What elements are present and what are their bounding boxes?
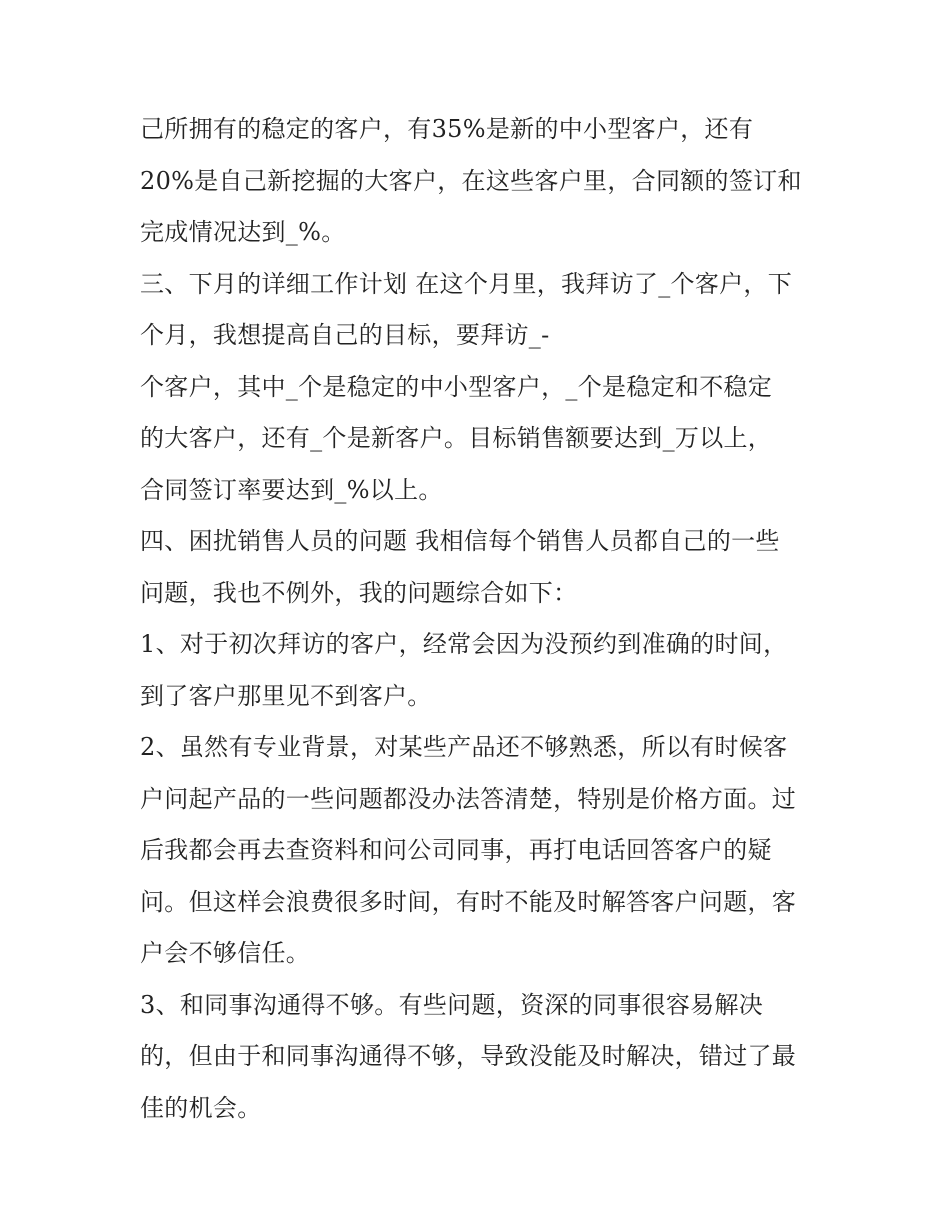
text-line: 问题，我也不例外，我的问题综合如下： [140,578,578,607]
text-line: 完成情况达到_%。 [140,218,346,246]
text-line: 到了客户那里见不到客户。 [140,681,432,710]
text-line: 户会不够信任。 [140,939,311,967]
text-line: 户问起产品的一些问题都没办法答清楚，特别是价格方面。过 [140,784,797,813]
list-item-line: 2、虽然有专业背景，对某些产品还不够熟悉，所以有时候客 [140,733,788,761]
document-body [140,104,830,1134]
text-line: 的，但由于和同事沟通得不够，导致没能及时解决，错过了最 [140,1042,797,1070]
list-item-line: 1、对于初次拜访的客户，经常会因为没预约到准确的时间， [140,630,788,658]
section-heading-line: 三、下月的详细工作计划 在这个月里，我拜访了_个客户，下 [140,269,793,298]
text-line: 佳的机会。 [140,1093,262,1122]
text-line: 合同签订率要达到_%以上。 [140,475,443,504]
list-item-line: 3、和同事沟通得不够。有些问题，资深的同事很容易解决 [140,990,764,1019]
text-line: 的大客户，还有_个是新客户。目标销售额要达到_万以上， [140,424,773,452]
text-line: 己所拥有的稳定的客户，有35%是新的中小型客户，还有 [140,115,754,143]
text-line: 个月，我想提高自己的目标，要拜访_- [140,321,550,349]
section-heading-line: 四、困扰销售人员的问题 我相信每个销售人员都自己的一些 [140,527,780,555]
text-line: 个客户，其中_个是稳定的中小型客户，_个是稳定和不稳定 [140,372,773,401]
text-line: 20%是自己新挖掘的大客户，在这些客户里，合同额的签订和 [140,166,802,195]
text-line: 问。但这样会浪费很多时间，有时不能及时解答客户问题，客 [140,887,797,916]
text-line: 后我都会再去查资料和问公司同事，再打电话回答客户的疑 [140,836,772,864]
